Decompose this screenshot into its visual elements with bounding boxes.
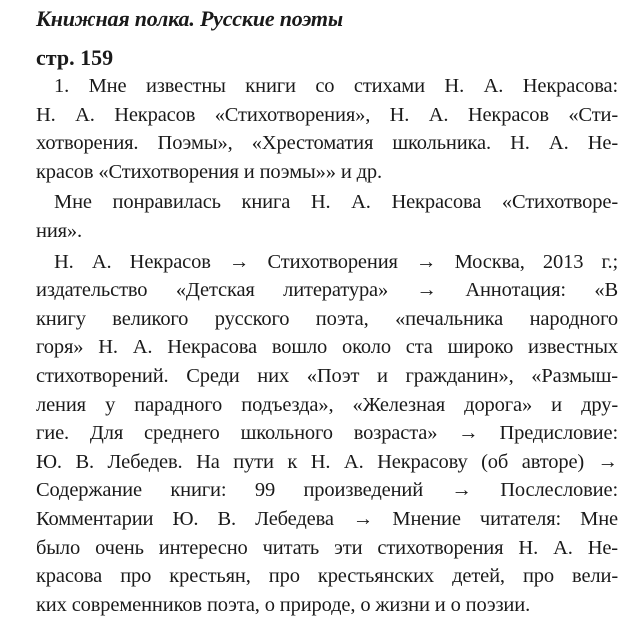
text-line: красов «Стихотворения и поэмы»» и др. <box>36 160 382 183</box>
text-line: Мне понравилась книга Н. А. Некрасова «Стихотворе- <box>54 191 618 214</box>
answer-paragraph-2 <box>36 188 618 245</box>
text-line: красова про крестьян, про крестьянских детей, про вели- <box>36 565 618 588</box>
text-line: издательство «Детская литература» → Аннотация: «В <box>36 279 618 302</box>
text-line: книгу великого русского поэта, «печальника народного <box>36 307 618 330</box>
answer-paragraph-1 <box>36 72 618 186</box>
section-heading: Книжная полка. Русские поэты <box>36 6 343 31</box>
text-line: 1. Мне известны книги со стихами Н. А. Некрасова: <box>54 75 618 97</box>
text-line: ких современников поэта, о природе, о жизни и о поэзии. <box>36 593 531 616</box>
text-line: ния». <box>36 219 82 242</box>
answer-paragraph-3 <box>36 248 618 619</box>
text-line: Н. А. Некрасов → Стихотворения → Москва, 2013 г.; <box>54 250 618 273</box>
text-line: Н. А. Некрасов «Стихотворения», Н. А. Некрасов «Сти- <box>36 103 618 126</box>
text-line: стихотворений. Среди них «Поэт и гражданин», «Размыш- <box>36 364 618 387</box>
text-line: гие. Для среднего школьного возраста» → Предисловие: <box>36 422 618 445</box>
page-reference: стр. 159 <box>36 45 114 70</box>
text-line: Комментарии Ю. В. Лебедева → Мнение читателя: Мне <box>36 507 618 530</box>
text-line: ления у парадного подъезда», «Железная дорога» и дру- <box>36 393 618 416</box>
text-line: горя» Н. А. Некрасова вошло около ста широко известных <box>36 336 618 359</box>
text-line: Содержание книги: 99 произведений → Послесловие: <box>36 479 618 502</box>
text-line: Ю. В. Лебедев. На пути к Н. А. Некрасову (об авторе) → <box>36 450 618 473</box>
text-line: было очень интересно читать эти стихотворения Н. А. Не- <box>36 536 618 559</box>
text-line: хотворения. Поэмы», «Хрестоматия школьника. Н. А. Не- <box>36 132 618 155</box>
